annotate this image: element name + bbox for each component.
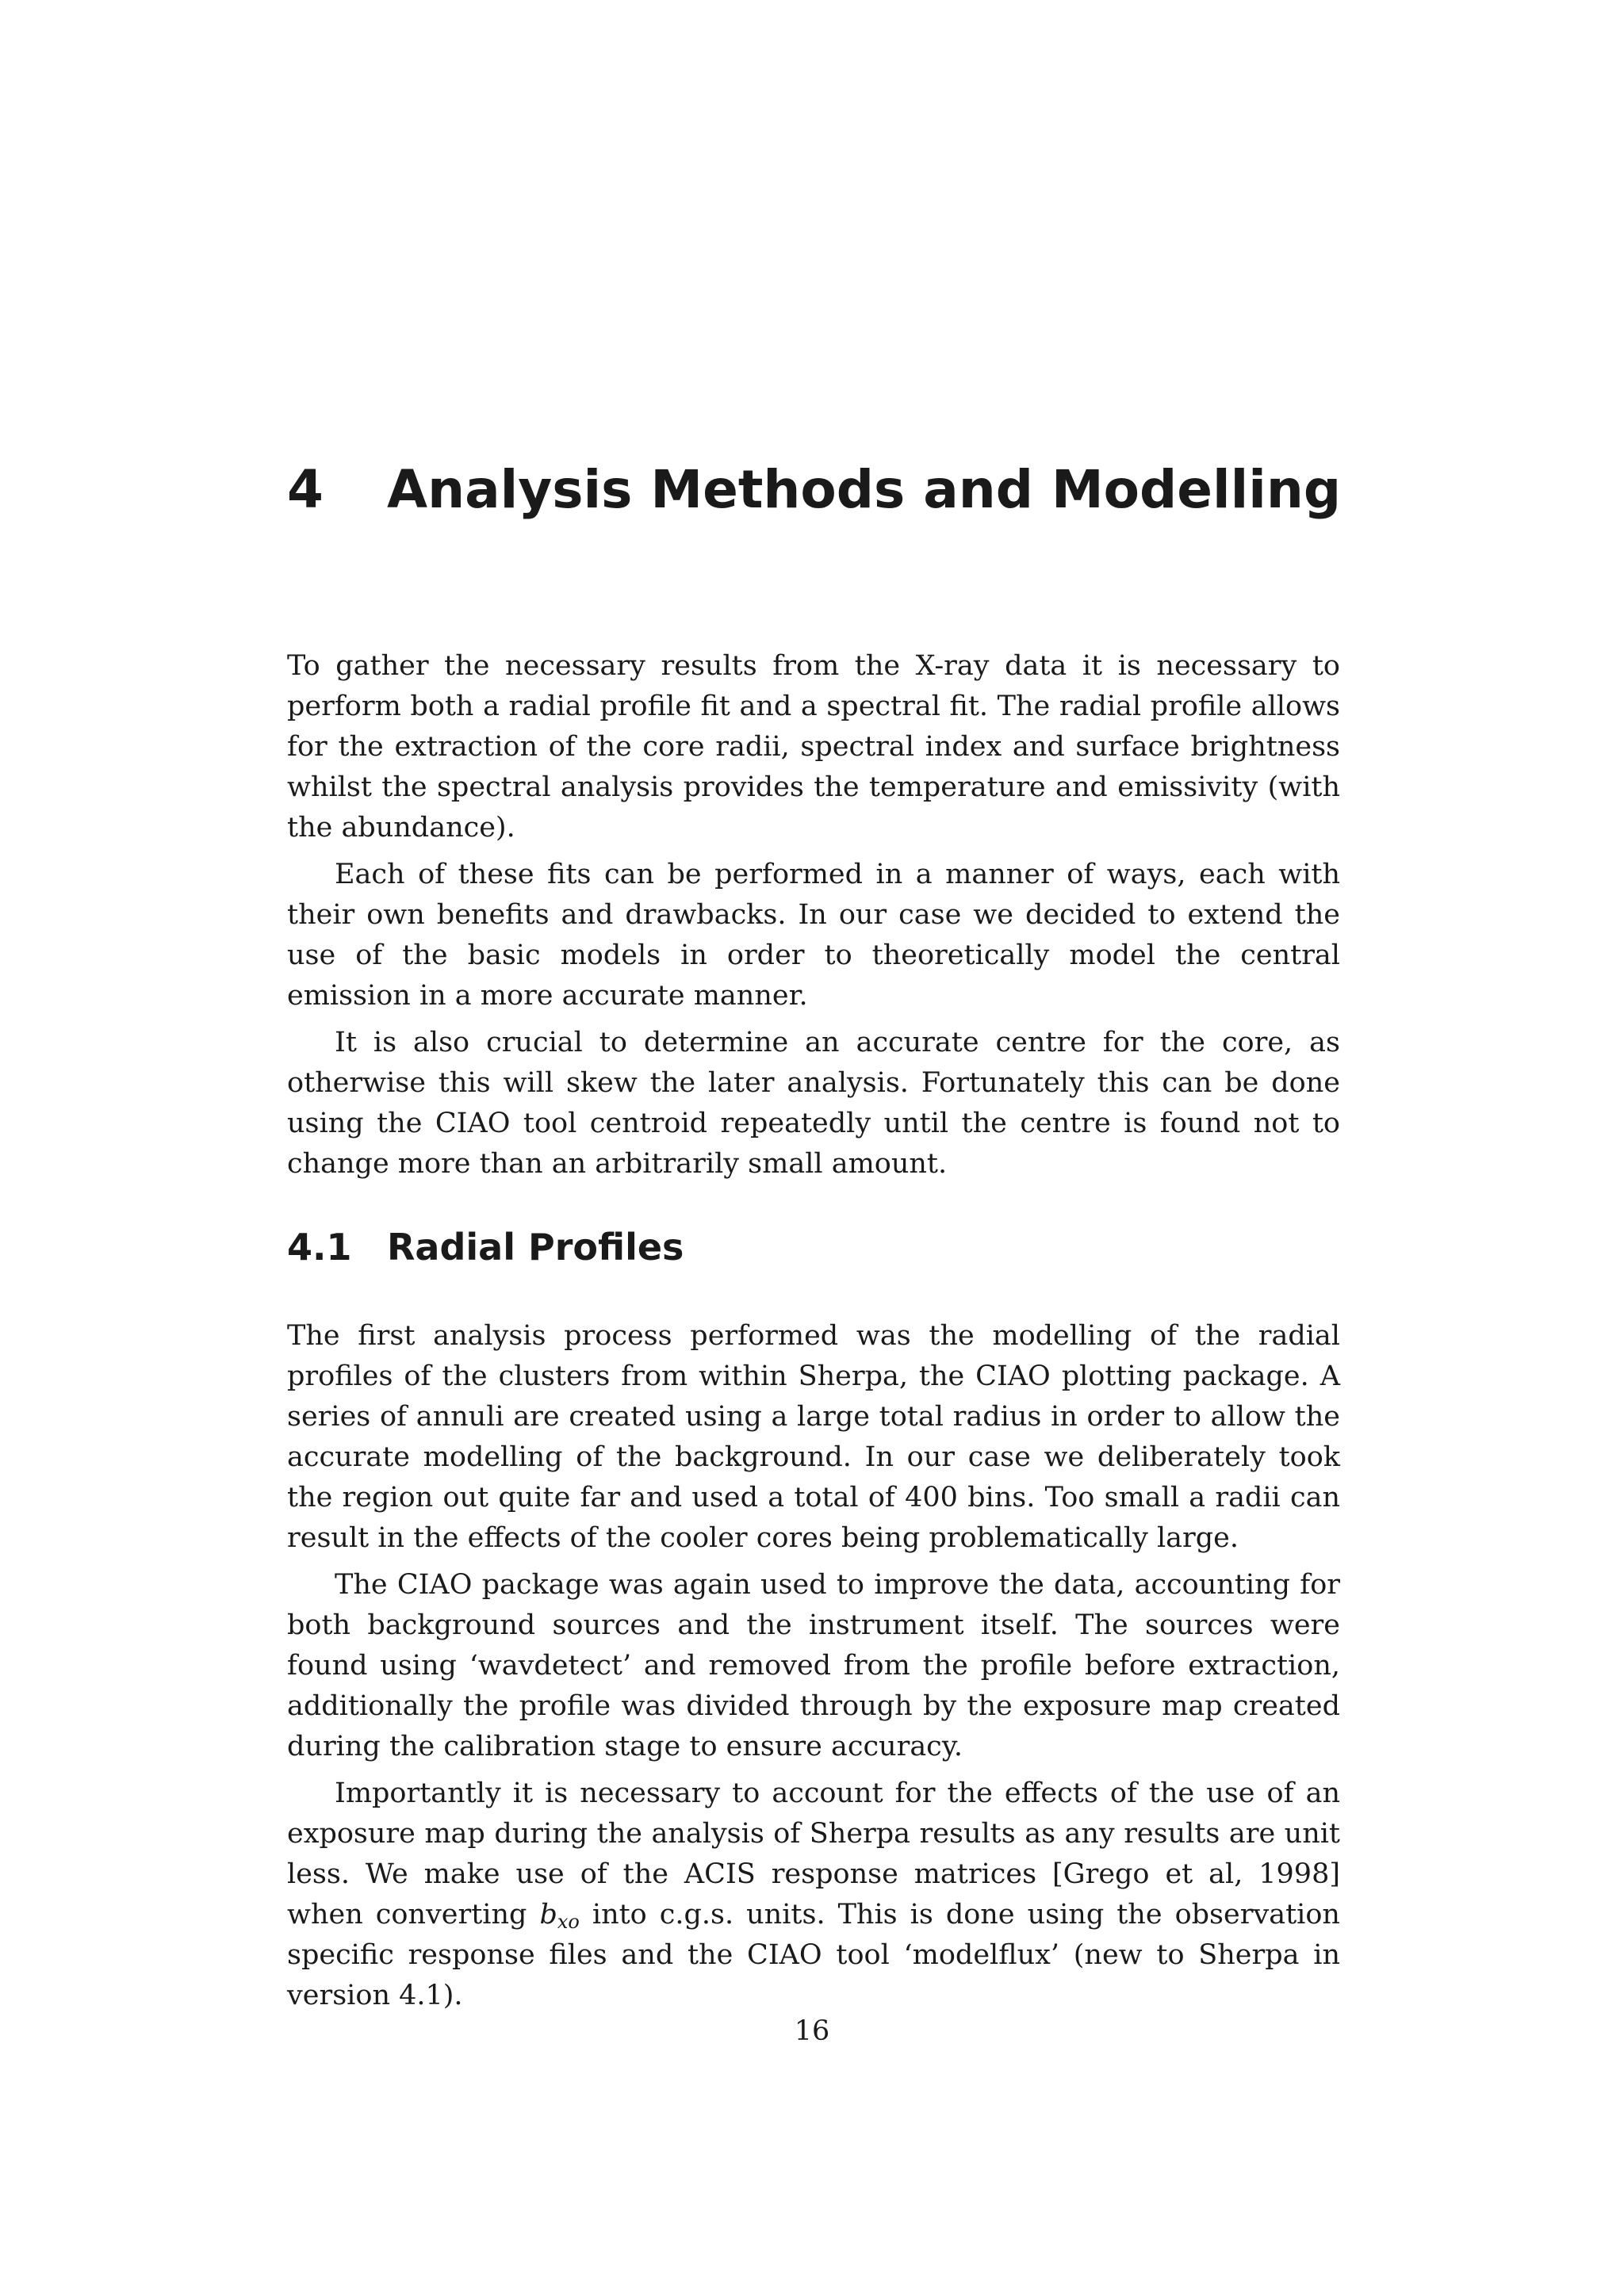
paragraph-text: into c.g.s. units. This is done using the observation specific response files and the CIAO tool ‘modelflux’ (new to Sherpa in version 4.1). [287, 1899, 1340, 2011]
paragraph: Each of these fits can be performed in a manner of ways, each with their own benefits and drawbacks. In our case we decided to extend the use of the basic models in order to theoretically model the central emission in a more accurate manner. [287, 859, 1340, 1012]
math-variable [539, 1899, 579, 1931]
chapter-title: Analysis Methods and Modelling [387, 459, 1342, 520]
chapter-number: 4 [287, 459, 324, 520]
paragraph: To gather the necessary results from the X-ray data it is necessary to perform both a radial profile fit and a spectral fit. The radial profile allows for the extraction of the core radii, spectral index and surface brightness whilst the spectral analysis provides the temperature and emissivity (with the abundance). [287, 650, 1340, 844]
math-subscript: xo [557, 1911, 580, 1933]
section-text-block [287, 1316, 1340, 2022]
page-number: 16 [794, 2015, 830, 2047]
chapter-heading [287, 458, 1397, 522]
paragraph-text: Importantly it is necessary to account for the effects of the use of an exposure map during the analysis of Sherpa results as any results are unit less. We make use of the ACIS response matrices [Grego et al, 1998] when converting [287, 1777, 1340, 1931]
section-heading [287, 1225, 684, 1269]
paragraph [287, 1774, 1340, 2016]
math-base: b [539, 1899, 557, 1931]
intro-text-block [287, 646, 1340, 1191]
section-number: 4.1 [287, 1226, 352, 1269]
paragraph: It is also crucial to determine an accurate centre for the core, as otherwise this will skew the later analysis. Fortunately this can be done using the CIAO tool centroid repeatedly until the centre is found not to change more than an arbitrarily small amount. [287, 1027, 1340, 1180]
paragraph: The CIAO package was again used to improve the data, accounting for both background sources and the instrument itself. The sources were found using ‘wavdetect’ and removed from the profile before extraction, additionally the profile was divided through by the exposure map created during the calibration stage to ensure accuracy. [287, 1569, 1340, 1762]
paragraph: The first analysis process performed was the modelling of the radial profiles of the clusters from within Sherpa, the CIAO plotting package. A series of annuli are created using a large total radius in order to allow the accurate modelling of the background. In our case we deliberately took the region out quite far and used a total of 400 bins. Too small a radii can result in the effects of the cooler cores being problematically large. [287, 1320, 1340, 1554]
section-title: Radial Profiles [387, 1226, 684, 1269]
